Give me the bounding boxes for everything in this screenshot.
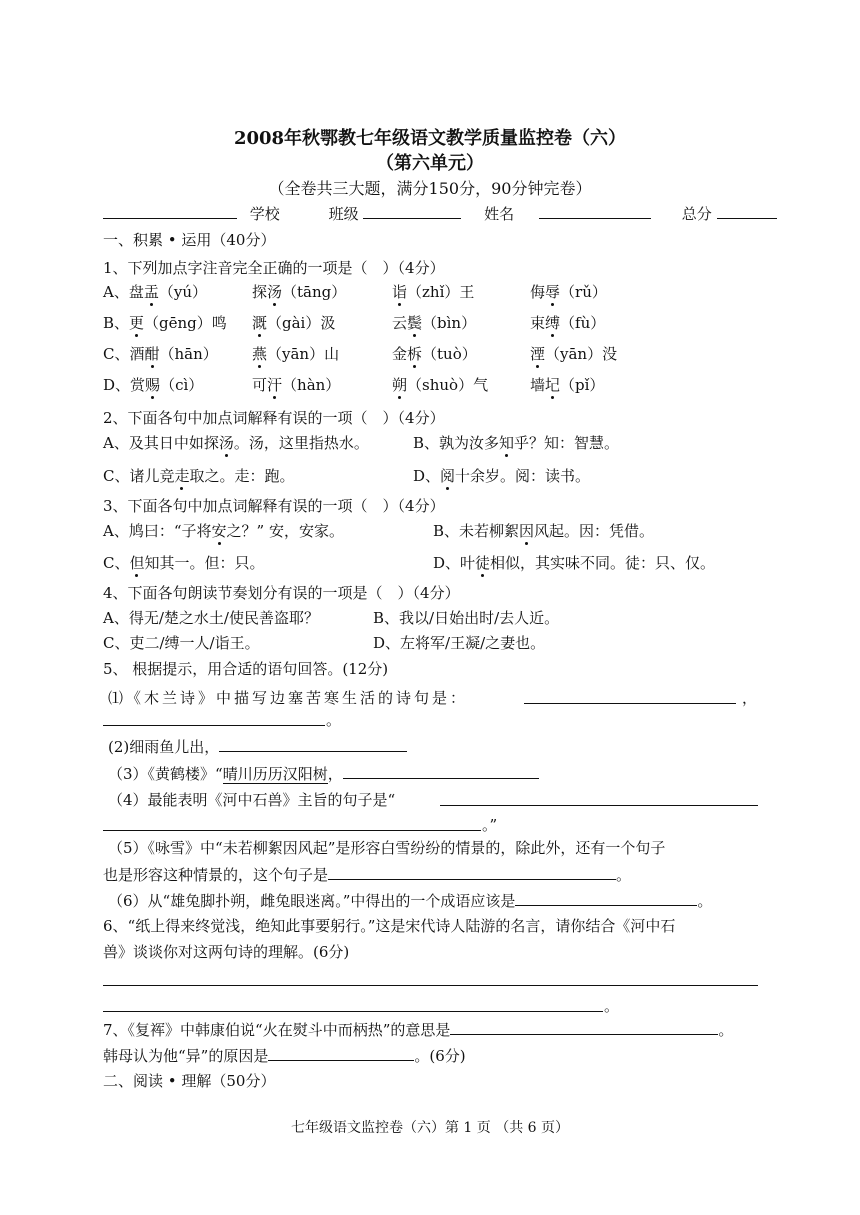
q1-stem: 1、下列加点字注音完全正确的一项是（ ）（4分）: [103, 259, 445, 277]
q6-answer-line2[interactable]: [103, 1011, 603, 1012]
q1-option-b-item-2: 溉（gài）汲: [252, 314, 336, 332]
school-blank[interactable]: [103, 203, 237, 219]
q7-blank2[interactable]: [268, 1045, 414, 1061]
q3-option-a: A、鸠曰：“子将安之？” 安，安家。: [103, 522, 344, 540]
q5-item1-period: 。: [326, 711, 342, 729]
q5-item4: （4）最能表明《河中石兽》主旨的句子是“: [108, 791, 396, 809]
q2-option-d: D、阅十余岁。阅：读书。: [413, 467, 591, 485]
q4-option-c: C、吏二/缚一人/诣王。: [103, 634, 260, 652]
q5-item2-blank[interactable]: [219, 736, 407, 752]
q1-option-d-item-3: 朔（shuò）气: [392, 376, 489, 394]
q1-option-a-item-4: 侮辱（rǔ）: [530, 283, 607, 301]
q6-line2: 兽》谈谈你对这两句诗的理解。(6分): [103, 943, 350, 961]
q1-option-c-item-1: C、酒酣（hān）: [103, 345, 218, 363]
q6-period: 。: [604, 997, 620, 1015]
section1-heading: 一、积累 • 运用（40分）: [103, 231, 276, 249]
q7-line2: 韩母认为他“异”的原因是 。(6分): [103, 1047, 466, 1065]
q1-option-c-item-3: 金柝（tuò）: [392, 345, 477, 363]
q2-option-c: C、诸儿竞走取之。走：跑。: [103, 467, 295, 485]
q5-item5-line2: 也是形容这种情景的，这个句子是 。: [103, 866, 632, 884]
class-label: 班级: [328, 205, 359, 223]
name-label: 姓名: [484, 205, 515, 223]
q5-item4-end: 。”: [482, 816, 498, 834]
q1-option-b-item-1: B、更（gēng）鸣: [103, 314, 227, 332]
q4-option-d: D、左将军/王凝/之妻也。: [373, 634, 546, 652]
q4-option-a: A、得无/楚之水土/使民善盗耶？: [103, 609, 319, 627]
q1-option-a-item-1: A、盘盂（yú）: [103, 283, 208, 301]
q3-option-d: D、叶徒相似，其实味不同。徒：只、仅。: [433, 554, 716, 572]
q5-item5-line1: （5）《咏雪》中“未若柳絮因风起”是形容白雪纷纷的情景的，除此外，还有一个句子: [108, 839, 666, 857]
q1-option-d-item-2: 可汗（hàn）: [252, 376, 341, 394]
q6-answer-line1[interactable]: [103, 985, 758, 986]
name-blank[interactable]: [539, 203, 651, 219]
q1-option-b-item-3: 云鬓（bìn）: [392, 314, 477, 332]
q1-option-c-item-2: 燕（yān）山: [252, 345, 340, 363]
q1-option-a-item-2: 探汤（tāng）: [252, 283, 347, 301]
q1-option-c-item-4: 湮（yān）没: [530, 345, 618, 363]
q4-stem: 4、下面各句朗读节奏划分有误的一项是（ ）（4分）: [103, 584, 460, 602]
q5-item1: ⑴《木兰诗》中描写边塞苦寒生活的诗句是：: [108, 689, 469, 707]
q3-option-c: C、但知其一。但：只。: [103, 554, 265, 572]
q2-stem: 2、下面各句中加点词解释有误的一项（ ）（4分）: [103, 409, 445, 427]
q5-item6-blank[interactable]: [515, 890, 697, 906]
q5-item1-blank-2[interactable]: [103, 725, 325, 726]
section2-heading: 二、阅读 • 理解（50分）: [103, 1072, 276, 1090]
q6-line1: 6、“纸上得来终觉浅，绝知此事要躬行。”这是宋代诗人陆游的名言，请你结合《河中石: [103, 917, 676, 935]
exam-note: （全卷共三大题，满分150分，90分钟完卷）: [268, 179, 592, 198]
q2-option-a: A、及其日中如探汤。汤，这里指热水。: [103, 434, 369, 452]
q1-option-d-item-4: 墙圮（pǐ）: [530, 376, 605, 394]
q4-option-b: B、我以/日始出时/去人近。: [373, 609, 560, 627]
class-blank[interactable]: [363, 203, 461, 219]
q3-option-b: B、未若柳絮因风起。因：凭借。: [433, 522, 655, 540]
exam-title: 2008年秋鄂教七年级语文教学质量监控卷（六）: [233, 128, 627, 149]
q5-stem: 5、 根据提示，用合适的语句回答。(12分): [103, 660, 389, 678]
q3-stem: 3、下面各句中加点词解释有误的一项（ ）（4分）: [103, 497, 445, 515]
q5-item2: (2)细雨鱼儿出，: [108, 736, 407, 757]
q5-item1-comma: ，: [742, 689, 758, 707]
q5-item5-blank[interactable]: [328, 864, 616, 880]
exam-subtitle: （第六单元）: [376, 153, 484, 174]
q7-line1: 7、《复裈》中韩康伯说“火在熨斗中而柄热”的意思是 。: [103, 1021, 734, 1039]
q7-blank1[interactable]: [450, 1019, 718, 1035]
total-blank[interactable]: [717, 203, 777, 219]
q5-item3: （3）《黄鹤楼》“晴川历历汉阳树，: [108, 763, 539, 784]
q5-item4-blank[interactable]: [440, 805, 758, 806]
q5-item3-blank[interactable]: [343, 763, 539, 779]
total-label: 总分: [681, 205, 712, 223]
q5-item6: （6）从“雄兔脚扑朔，雌兔眼迷离。”中得出的一个成语应该是 。: [108, 892, 713, 910]
q5-item4-blank-2[interactable]: [103, 830, 481, 831]
info-line: [103, 203, 777, 224]
q2-option-b: B、孰为汝多知乎？知：智慧。: [413, 434, 620, 452]
page-footer: 七年级语文监控卷（六）第 1 页 （共 6 页）: [290, 1120, 570, 1136]
q1-option-d-item-1: D、赏赐（cì）: [103, 376, 204, 394]
q1-option-b-item-4: 束缚（fù）: [530, 314, 606, 332]
q5-item1-blank[interactable]: [524, 703, 736, 704]
school-label: 学校: [249, 205, 280, 223]
q1-option-a-item-3: 诣（zhǐ）王: [392, 283, 475, 301]
